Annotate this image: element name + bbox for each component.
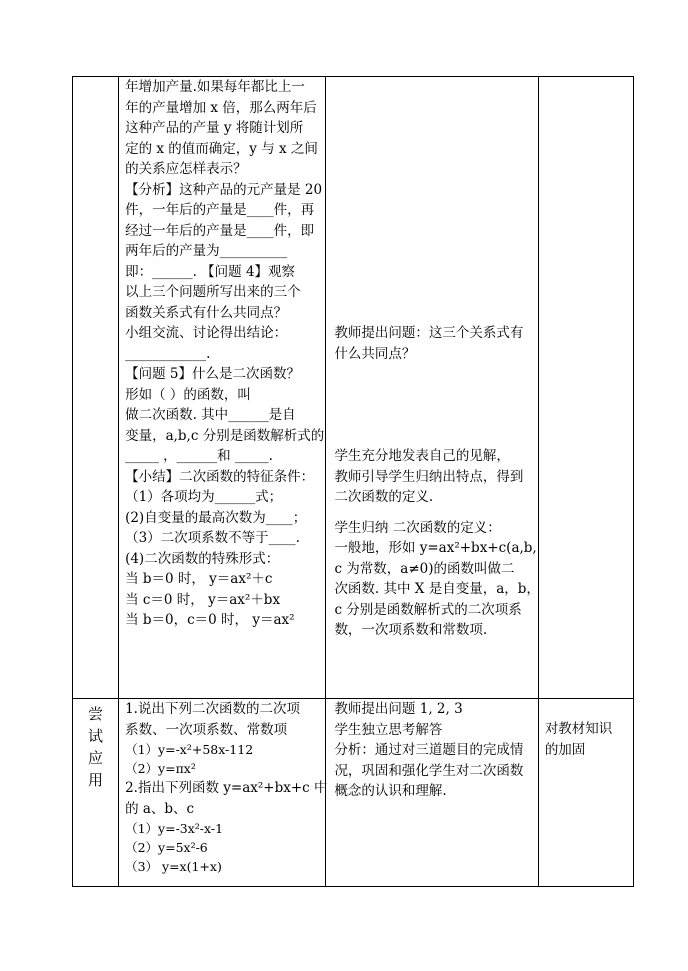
activity-line: 况，巩固和强化学生对二次函数 xyxy=(334,762,524,779)
content-line: _____ ，______和 _____. xyxy=(125,448,273,464)
intent-line: 对教材知识 xyxy=(544,721,613,737)
exercise-line: 1.说出下列二次函数的二次项 xyxy=(125,701,300,717)
content-line: 变量，a,b,c 分别是函数解析式的 xyxy=(125,427,325,444)
content-line: 以上三个问题所写出来的三个 xyxy=(125,284,301,300)
table-row-process xyxy=(73,77,634,699)
content-line: 【分析】这种产品的元产量是 20 xyxy=(125,181,323,198)
exercise-line: （1）y=-3x²-x-1 xyxy=(125,821,224,836)
content-line: 件，一年后的产量是____件，再 xyxy=(125,202,315,218)
activity-line: c 分别是函数解析式的二次项系 xyxy=(334,601,522,618)
spacer xyxy=(334,508,533,518)
activity-line: 教师提出问题：这三个关系式有 xyxy=(334,325,524,341)
activity-line: 数，一次项系数和常数项. xyxy=(334,622,488,638)
teacher-activity-cell-application xyxy=(326,699,538,887)
content-line: 即：______. 【问题 4】观察 xyxy=(125,263,296,280)
exercise-line: 2.指出下列函数 y=ax²+bx+c 中 xyxy=(125,780,328,796)
content-line: （3）二次项系数不等于____. xyxy=(125,530,300,546)
category-char: 应 xyxy=(88,749,104,767)
content-line: 小组交流、讨论得出结论： xyxy=(125,325,288,341)
exercise-line: （2）y=5x²-6 xyxy=(125,840,208,855)
content-line: 的关系应怎样表示？ xyxy=(125,161,247,177)
content-line: ____________. xyxy=(125,345,211,362)
intent-line: 的加固 xyxy=(544,741,586,758)
teacher-activity-cell xyxy=(326,77,538,699)
content-line: 这种产品的产量 y 将随计划所 xyxy=(125,120,304,136)
activity-line: 教师引导学生归纳出特点，得到 xyxy=(334,468,524,485)
content-line: (4)二次函数的特殊形式： xyxy=(125,550,280,567)
exercise-line: （3） y=x(1+x) xyxy=(125,859,222,874)
activity-line: 教师提出问题 1, 2, 3 xyxy=(334,701,463,717)
category-char: 尝 xyxy=(88,705,104,723)
content-line: 【问题 5】什么是二次函数？ xyxy=(125,366,300,382)
exercise-line: （2）y=πx² xyxy=(125,761,196,776)
content-line: 年的产量增加 x 倍，那么两年后 xyxy=(125,99,317,116)
activity-line: 学生充分地发表自己的见解， xyxy=(334,448,510,464)
category-cell-empty xyxy=(73,77,119,699)
intent-cell-empty xyxy=(538,77,633,699)
activity-line: 一般地，形如 y=ax²+bx+c(a,b, xyxy=(334,540,537,556)
content-line: 当 b＝0，c＝0 时， y＝ax² xyxy=(125,612,295,628)
content-cell-problems xyxy=(119,77,326,699)
exercise-line: 的 a、b、c xyxy=(125,800,195,817)
content-line: 【小结】二次函数的特征条件： xyxy=(125,468,315,485)
content-line: (2)自变量的最高次数为____； xyxy=(125,509,307,526)
content-line: 经过一年后的产量是____件，即 xyxy=(125,222,315,239)
design-intent-cell xyxy=(538,699,633,887)
content-line: 当 b＝0 时， y＝ax²＋c xyxy=(125,571,273,587)
content-line: 年增加产量.如果每年都比上一 xyxy=(125,79,305,95)
activity-line: 学生归纳 二次函数的定义： xyxy=(334,519,501,536)
activity-line: c 为常数，a≠0)的函数叫做二 xyxy=(334,560,515,577)
category-cell-application xyxy=(73,699,119,887)
content-line: 形如（ ）的函数，叫 xyxy=(125,386,251,403)
activity-line: 次函数. 其中 X 是自变量，a，b， xyxy=(334,581,540,597)
exercise-line: 系数、一次项系数、常数项 xyxy=(125,721,288,738)
content-line: 函数关系式有什么共同点？ xyxy=(125,304,288,321)
spacer xyxy=(334,77,533,323)
content-line: 当 c＝0 时， y＝ax²＋bx xyxy=(125,591,281,608)
exercise-cell xyxy=(119,699,326,887)
exercise-line: （1）y=-x²+58x-112 xyxy=(125,742,254,757)
content-line: 定的 x 的值而确定，y 与 x 之间 xyxy=(125,140,318,157)
activity-line: 分析：通过对三道题目的完成情 xyxy=(334,742,524,758)
table-row-application xyxy=(73,699,634,887)
category-char: 试 xyxy=(88,727,104,745)
activity-line: 概念的认识和理解. xyxy=(334,783,447,799)
activity-line: 二次函数的定义. xyxy=(334,489,434,505)
lesson-plan-table xyxy=(72,76,634,887)
content-line: 做二次函数. 其中______是自 xyxy=(125,407,296,423)
content-line: 两年后的产量为__________ xyxy=(125,243,288,259)
spacer xyxy=(334,364,533,446)
content-line: （1）各项均为______式； xyxy=(125,489,283,505)
category-char: 用 xyxy=(88,771,104,789)
activity-line: 学生独立思考解答 xyxy=(334,721,443,738)
activity-line: 什么共同点？ xyxy=(334,345,416,362)
